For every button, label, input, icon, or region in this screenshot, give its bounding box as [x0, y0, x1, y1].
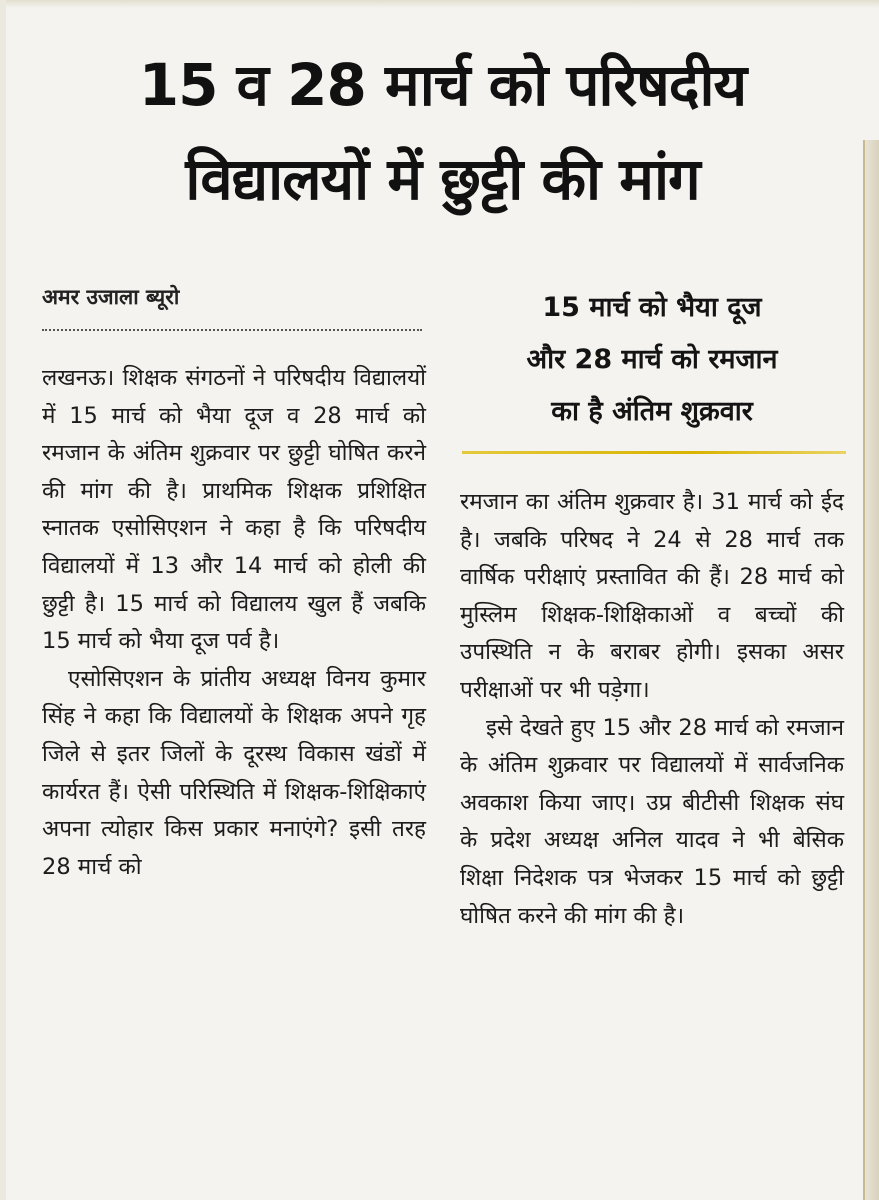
headline-line-1: 15 व 28 मार्च को परिषदीय [138, 51, 747, 119]
pull-quote-divider [462, 451, 846, 454]
top-edge [0, 0, 879, 8]
byline-divider [42, 329, 422, 331]
paragraph: इसे देखते हुए 15 और 28 मार्च को रमजान के अंतिम शुक्रवार पर विद्यालयों में सार्वजनिक अवकाश किया जाए। उप्र बीटीसी शिक्षक संघ के प्रदेश अध्यक्ष अनिल यादव ने भी बेसिक शिक्षा निदेशक पत्र भेजकर 15 मार्च को छुट्टी घोषित करने की मांग की है। [460, 714, 844, 929]
paragraph: लखनऊ। शिक्षक संगठनों ने परिषदीय विद्यालयों में 15 मार्च को भैया दूज व 28 मार्च को रमजान के अंतिम शुक्रवार पर छुट्टी घोषित करने की मांग की है। प्राथमिक शिक्षक प्रशिक्षित स्नातक एसोसिएशन ने कहा है कि परिषदीय विद्यालयों में 13 और 14 मार्च को होली की छुट्टी है। 15 मार्च को विद्यालय खुल हैं जबकि 15 मार्च को भैया दूज पर्व है। [42, 365, 426, 655]
paragraph: रमजान का अंतिम शुक्रवार है। 31 मार्च को ईद है। जबकि परिषद ने 24 से 28 मार्च तक वार्षिक परीक्षाएं प्रस्तावित की हैं। 28 मार्च को मुस्लिम शिक्षक-शिक्षिकाओं व बच्चों की उपस्थिति न के बराबर होगी। इसका असर परीक्षाओं पर भी पड़ेगा। [460, 489, 844, 703]
headline-line-2: विद्यालयों में छुट्टी की मांग [185, 145, 700, 213]
adjacent-column-edge [863, 140, 879, 1200]
paragraph: एसोसिएशन के प्रांतीय अध्यक्ष विनय कुमार सिंह ने कहा कि विद्यालयों के शिक्षक अपने गृह जिले से इतर जिलों के दूरस्थ विकास खंडों में कार्यरत हैं। ऐसी परिस्थिति में शिक्षक-शिक्षिकाएं अपना त्योहार किस प्रकार मनाएंगे? इसी तरह 28 मार्च को [42, 665, 426, 880]
headline [20, 38, 865, 226]
left-edge [0, 0, 6, 1200]
article-column-left [42, 360, 426, 886]
pull-quote-line-1: 15 मार्च को भैया दूज [542, 292, 762, 323]
pull-quote-line-3: का है अंतिम शुक्रवार [551, 396, 753, 427]
pull-quote [462, 282, 842, 438]
byline: अमर उजाला ब्यूरो [42, 285, 180, 309]
article-column-right [460, 484, 844, 935]
pull-quote-line-2: और 28 मार्च को रमजान [526, 344, 778, 375]
